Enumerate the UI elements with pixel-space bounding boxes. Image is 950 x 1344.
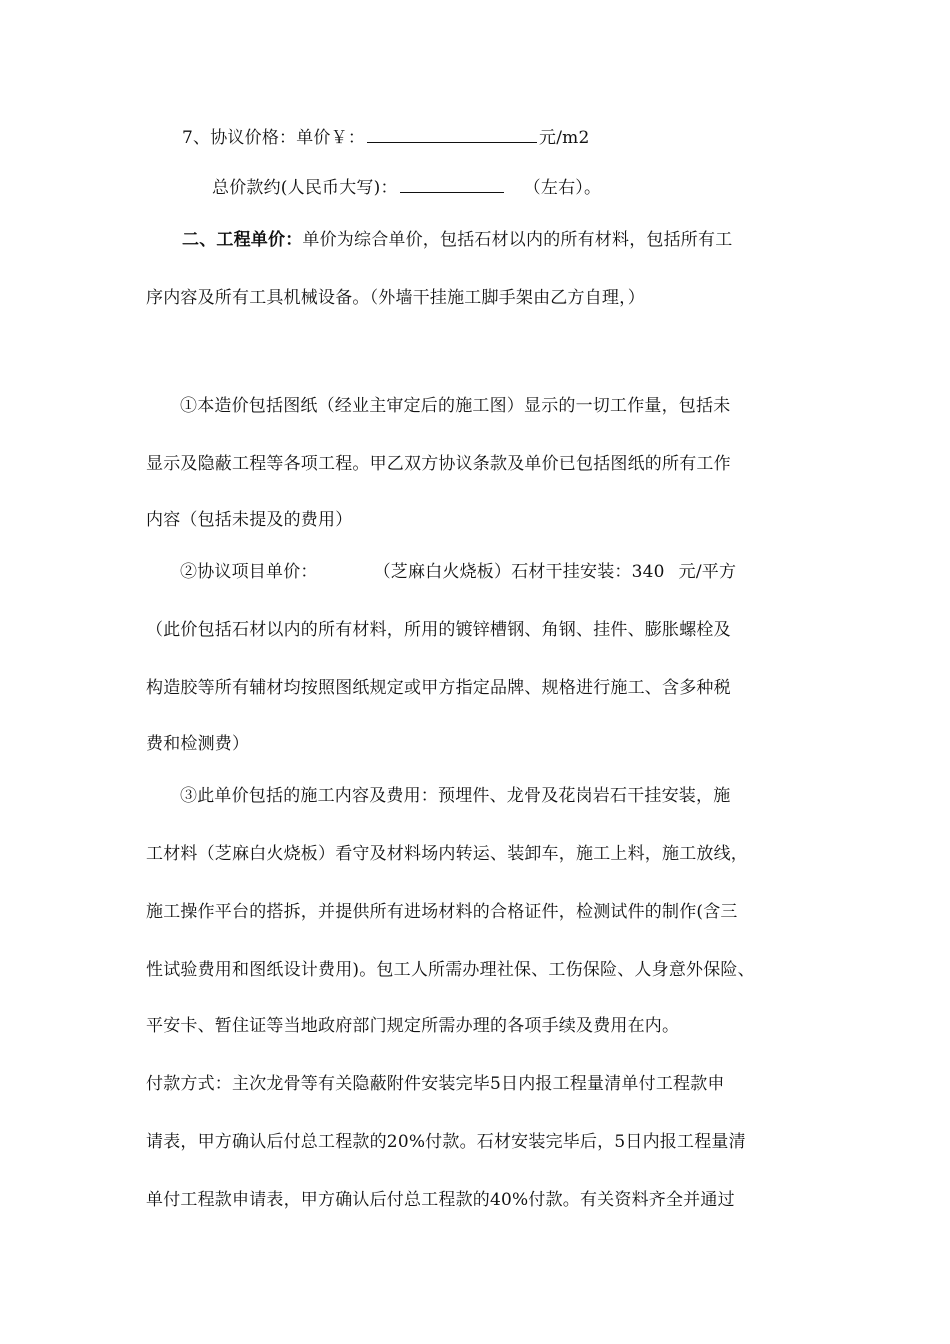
- payment-line1: 付款方式：主次龙骨等有关隐蔽附件安装完毕5日内报工程量清单付工程款申: [146, 1074, 725, 1094]
- section2-text1: 单价为综合单价，包括石材以内的所有材料，包括所有工: [302, 230, 733, 250]
- total-price-blank: [400, 176, 504, 193]
- section2-line1: [182, 228, 732, 252]
- unit-price-blank: [367, 126, 537, 143]
- clause2-price: 340: [631, 562, 665, 582]
- clause2-line4: 费和检测费）: [146, 734, 250, 754]
- total-price-label: 总价款约(人民币大写)：: [212, 178, 398, 198]
- total-price-line: [212, 176, 601, 200]
- section2-heading: 二、工程单价：: [182, 230, 303, 250]
- payment-line3: 单付工程款申请表，甲方确认后付总工程款的40%付款。有关资料齐全并通过: [146, 1190, 735, 1210]
- clause3-line1: ③此单价包括的施工内容及费用：预埋件、龙骨及花岗岩石干挂安装，施: [180, 786, 731, 806]
- total-price-suffix: （左右）。: [523, 178, 602, 198]
- clause1-line2: 显示及隐蔽工程等各项工程。甲乙双方协议条款及单价已包括图纸的所有工作: [146, 454, 731, 474]
- clause1-line3: 内容（包括未提及的费用）: [146, 510, 353, 530]
- payment-line2: 请表，甲方确认后付总工程款的20%付款。石材安装完毕后，5日内报工程量清: [146, 1132, 746, 1152]
- clause2-line3: 构造胶等所有辅材均按照图纸规定或甲方指定品牌、规格进行施工、含多种税: [146, 678, 731, 698]
- clause2-label: ②协议项目单价：: [180, 562, 318, 582]
- unit-price-unit: 元/m2: [539, 128, 590, 148]
- clause2-line2: （此价包括石材以内的所有材料，所用的镀锌槽钢、角钢、挂件、膨胀螺栓及: [146, 620, 731, 640]
- clause3-line2: 工材料（芝麻白火烧板）看守及材料场内转运、装卸车，施工上料，施工放线，: [146, 844, 748, 864]
- clause3-line3: 施工操作平台的搭拆，并提供所有进场材料的合格证件，检测试件的制作(含三: [146, 902, 738, 922]
- clause3-line5: 平安卡、暂住证等当地政府部门规定所需办理的各项手续及费用在内。: [146, 1016, 680, 1036]
- clause2-item: （芝麻白火烧板）石材干挂安装：: [373, 562, 632, 582]
- clause2-line1: [180, 560, 736, 584]
- clause3-line4: 性试验费用和图纸设计费用)。包工人所需办理社保、工伤保险、人身意外保险、: [146, 960, 755, 980]
- clause1-line1: ①本造价包括图纸（经业主审定后的施工图）显示的一切工作量，包括未: [180, 396, 731, 416]
- clause2-unit: 元/平方: [678, 562, 737, 582]
- section2-line2: 序内容及所有工具机械设备。（外墙干挂施工脚手架由乙方自理，）: [146, 288, 645, 308]
- unit-price-line: [182, 126, 589, 150]
- unit-price-label: 7、协议价格：单价￥：: [182, 128, 366, 148]
